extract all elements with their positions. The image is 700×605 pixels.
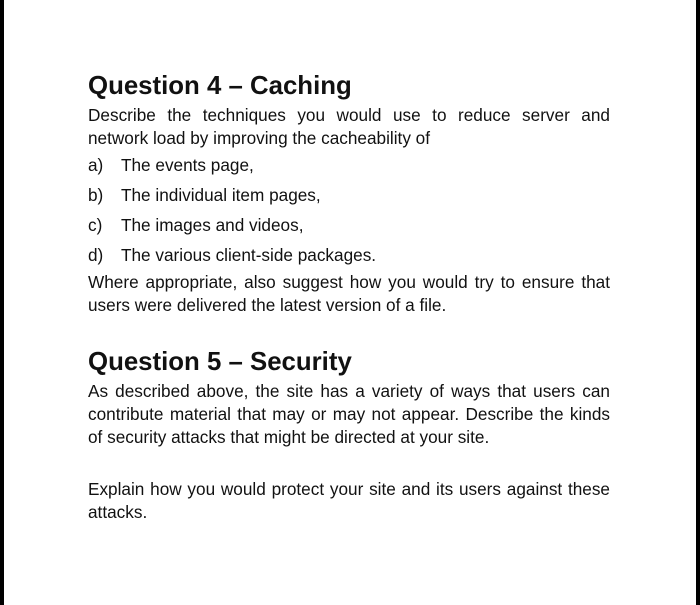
question-4-list (88, 150, 610, 270)
list-marker: a) (88, 155, 104, 175)
list-marker: b) (88, 185, 104, 205)
document-page (88, 74, 610, 524)
question-4-heading: Question 4 – Caching (88, 72, 352, 100)
question-4-section (88, 74, 610, 317)
question-5-section (88, 350, 610, 524)
list-item (88, 240, 610, 270)
list-marker: c) (88, 215, 103, 235)
list-item (88, 150, 610, 180)
list-item (88, 210, 610, 240)
list-marker: d) (88, 245, 104, 265)
list-item-text: The events page, (121, 155, 254, 175)
question-4-outro: Where appropriate, also suggest how you would try to ensure that users were delivered the latest version of a file. (88, 272, 610, 315)
question-4-intro: Describe the techniques you would use to reduce server and network load by improving the cacheability of (88, 105, 610, 148)
list-item-text: The various client-side packages. (121, 245, 377, 265)
paragraph-spacer (88, 449, 610, 472)
question-5-intro: As described above, the site has a variety of ways that users can contribute material that may or may not appear. Describe the kinds of security attacks that might be directed at your site. (88, 381, 610, 447)
question-5-heading: Question 5 – Security (88, 348, 352, 376)
list-item (88, 180, 610, 210)
list-item-text: The individual item pages, (121, 185, 321, 205)
list-item-text: The images and videos, (121, 215, 304, 235)
question-5-explain: Explain how you would protect your site and its users against these attacks. (88, 479, 610, 522)
left-border (0, 0, 4, 605)
section-spacer (88, 317, 610, 350)
right-border (696, 0, 700, 605)
